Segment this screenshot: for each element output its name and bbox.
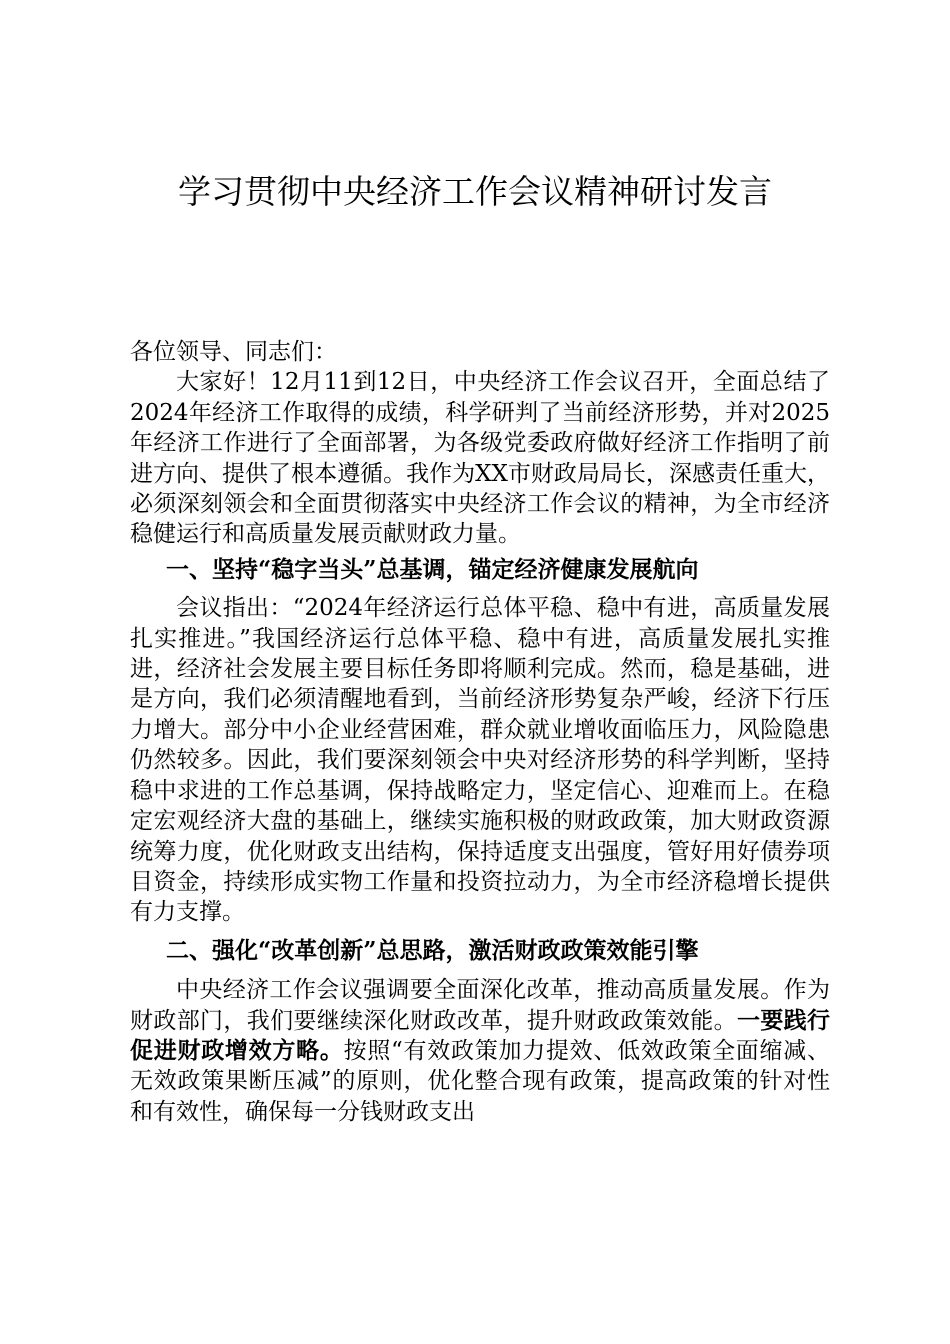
document-title: 学习贯彻中央经济工作会议精神研讨发言 [178, 172, 772, 211]
section-2-heading: 二、强化“改革创新”总思路，激活财政政策效能引擎 [166, 936, 699, 964]
document-body [130, 337, 830, 1127]
salutation: 各位领导、同志们： [130, 339, 337, 365]
section-1-paragraph: 会议指出：“2024年经济运行总体平稳、稳中有进，高质量发展扎实推进。”我国经济运行总体平稳、稳中有进，高质量发展扎实推进，经济社会发展主要目标任务即将顺利完成。然而，稳是基础，进是方向，我们必须清醒地看到，当前经济形势复杂严峻，经济下行压力增大。部分中小企业经营困难，群众就业增收面临压力，风险隐患仍然较多。因此，我们要深刻领会中央对经济形势的科学判断，坚持稳中求进的工作总基调，保持战略定力，坚定信心、迎难而上。在稳定宏观经济大盘的基础上，继续实施积极的财政政策，加大财政资源统筹力度，优化财政支出结构，保持适度支出强度，管好用好债券项目资金，持续形成实物工作量和投资拉动力，为全市经济稳增长提供有力支撑。 [130, 595, 830, 926]
section-2-bold-lead: 一要践行促进财政增效方略。 [130, 1006, 831, 1064]
section-2-text-part1: 中央经济工作会议强调要全面深化改革，推动高质量发展。作为财政部门，我们要继续深化财政改革，提升财政政策效能。 [130, 977, 830, 1034]
intro-paragraph: 大家好！12月11到12日，中央经济工作会议召开，全面总结了2024年经济工作取得的成绩，科学研判了当前经济形势，并对2025年经济工作进行了全面部署，为各级党委政府做好经济工作指明了前进方向、提供了根本遵循。我作为XX市财政局局长，深感责任重大，必须深刻领会和全面贯彻落实中央经济工作会议的精神，为全市经济稳健运行和高质量发展贡献财政力量。 [130, 369, 830, 548]
section-2-text-part2: 按照“有效政策加力提效、低效政策全面缩减、无效政策果断压减”的原则，优化整合现有政策，提高政策的针对性和有效性，确保每一分钱财政支出 [130, 1037, 830, 1125]
section-1-heading: 一、坚持“稳字当头”总基调，锚定经济健康发展航向 [166, 555, 699, 583]
section-2-paragraph [130, 975, 830, 1127]
